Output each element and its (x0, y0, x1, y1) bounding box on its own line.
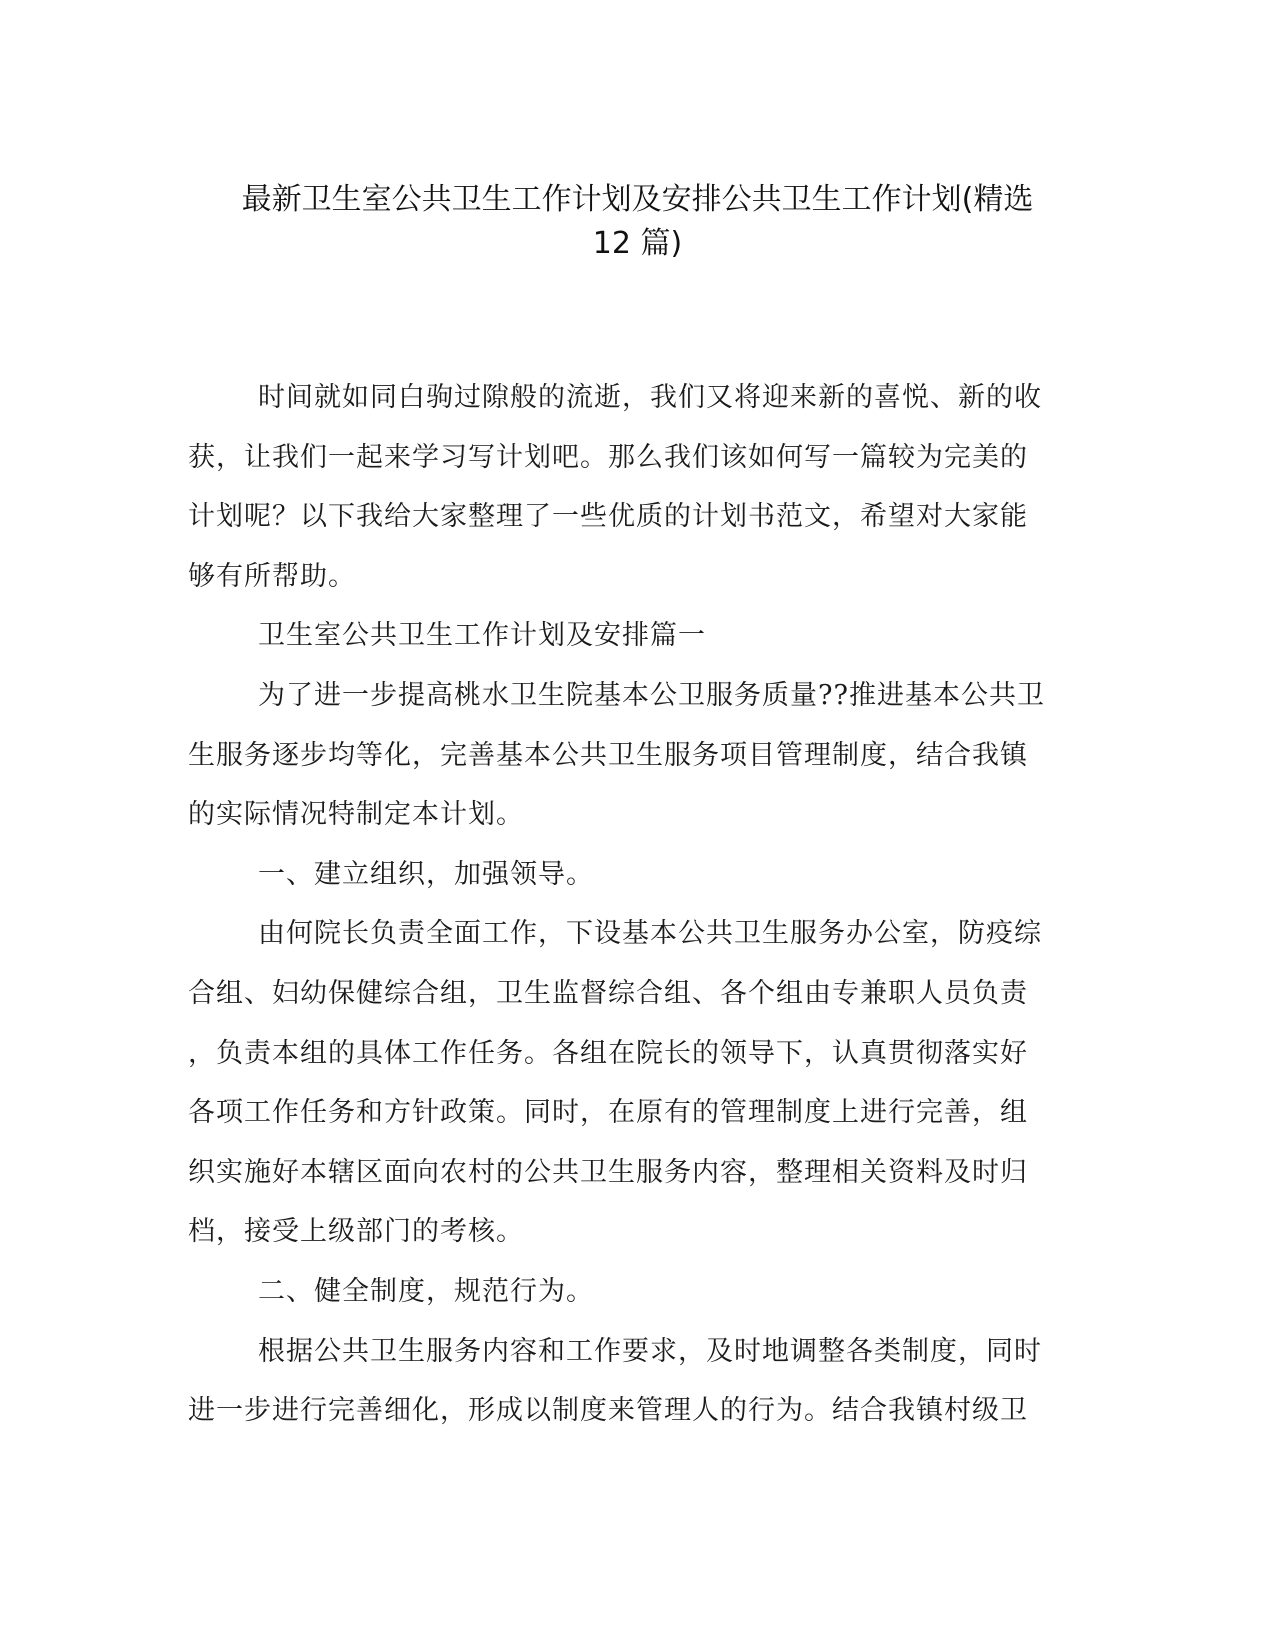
body-line: 根据公共卫生服务内容和工作要求，及时地调整各类制度，同时 (258, 1335, 1042, 1367)
body-line: 由何院长负责全面工作，下设基本公共卫生服务办公室，防疫综 (258, 918, 1042, 950)
body-line: 时间就如同白驹过隙般的流逝，我们又将迎来新的喜悦、新的收 (258, 382, 1042, 413)
body-line: 计划呢？以下我给大家整理了一些优质的计划书范文，希望对大家能 (188, 501, 1028, 533)
section-heading: 一、建立组织，加强领导。 (258, 858, 594, 890)
section-heading: 卫生室公共卫生工作计划及安排篇一 (258, 620, 706, 652)
section-heading: 二、健全制度，规范行为。 (258, 1275, 594, 1307)
document-body (188, 368, 1088, 1441)
title-line-1: 最新卫生室公共卫生工作计划及安排公共卫生工作计划(精选 (241, 182, 1034, 217)
body-line: 够有所帮助。 (188, 560, 356, 592)
body-line: 合组、妇幼保健综合组，卫生监督综合组、各个组由专兼职人员负责 (188, 977, 1028, 1009)
body-line: 为了进一步提高桃水卫生院基本公卫服务质量??推进基本公共卫 (258, 679, 1045, 711)
body-line: 档，接受上级部门的考核。 (188, 1216, 524, 1248)
body-line: 获，让我们一起来学习写计划吧。那么我们该如何写一篇较为完美的 (188, 441, 1028, 473)
body-line: ，负责本组的具体工作任务。各组在院长的领导下，认真贯彻落实好 (188, 1037, 1028, 1069)
title-line-2: 12 篇) (592, 226, 683, 261)
body-line: 的实际情况特制定本计划。 (188, 799, 524, 831)
body-line: 织实施好本辖区面向农村的公共卫生服务内容，整理相关资料及时归 (188, 1156, 1028, 1188)
body-line: 生服务逐步均等化，完善基本公共卫生服务项目管理制度，结合我镇 (188, 739, 1028, 771)
document-title (180, 178, 1095, 266)
body-line: 进一步进行完善细化，形成以制度来管理人的行为。结合我镇村级卫 (188, 1395, 1028, 1427)
body-line: 各项工作任务和方针政策。同时，在原有的管理制度上进行完善，组 (188, 1097, 1028, 1129)
